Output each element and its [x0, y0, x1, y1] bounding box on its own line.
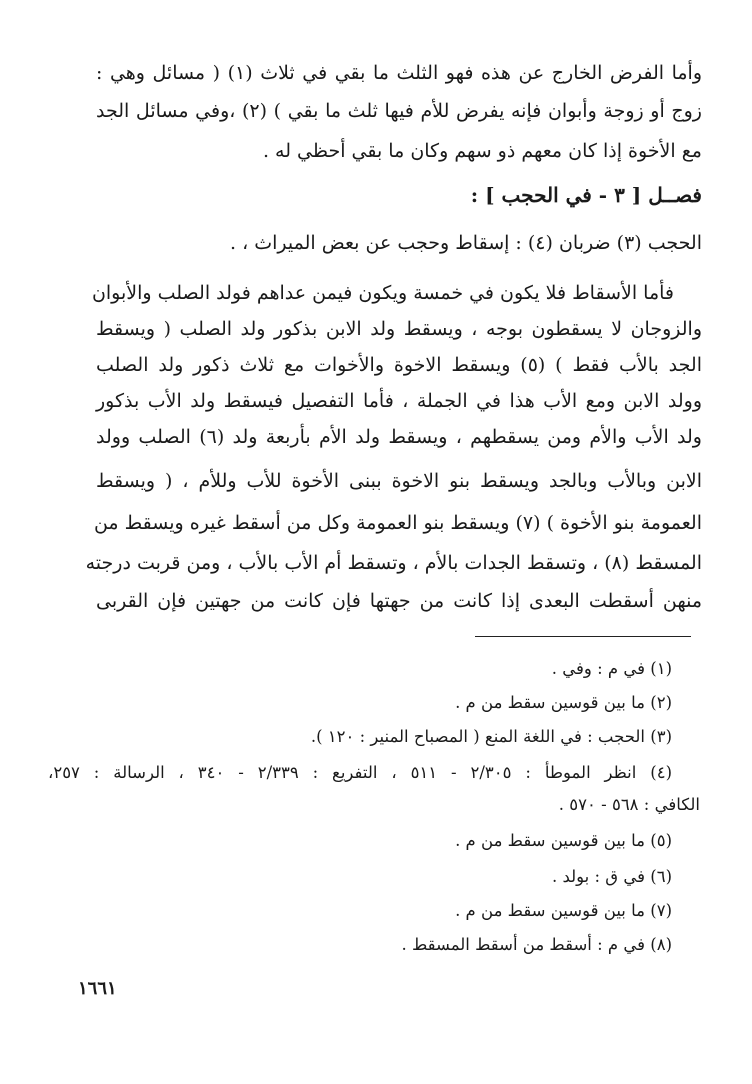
body-line-14: منهن أسقطت البعدى إذا كانت من جهتها فإن كانت من جهتين فإن القربى — [96, 590, 702, 612]
section-heading: فصــل [ ٣ - في الحجب ] : — [470, 183, 702, 207]
footnote-2: (٢) ما بين قوسين سقط من م . — [455, 693, 672, 712]
footnote-4-continuation: الكافي : ٥٦٨ - ٥٧٠ . — [558, 795, 700, 814]
body-line-13: المسقط (٨) ، وتسقط الجدات بالأم ، وتسقط أم الأب بالأب ، ومن قربت درجته — [85, 552, 702, 574]
footnote-8: (٨) في م : أسقط من أسقط المسقط . — [401, 935, 672, 954]
body-line-3: مع الأخوة إذا كان معهم ذو سهم وكان ما بقي أحظي له . — [262, 140, 702, 162]
footnote-4: (٤) انظر الموطأ : ٢/٣٠٥ - ٥١١ ، التفريع : ٢/٣٣٩ - ٣٤٠ ، الرسالة : ٢٥٧، — [48, 763, 672, 782]
footnote-7: (٧) ما بين قوسين سقط من م . — [455, 901, 672, 920]
body-line-2: زوج أو زوجة وأبوان فإنه يفرض للأم فيها ثلث ما بقي ) (٢) ،وفي مسائل الجد — [96, 100, 702, 122]
body-line-8: الجد بالأب فقط ) (٥) ويسقط الاخوة والأخوات مع ثلاث ذكور ولد الصلب — [96, 354, 702, 376]
body-line-1: وأما الفرض الخارج عن هذه فهو الثلث ما بقي في ثلاث (١) ( مسائل وهي : — [96, 62, 702, 84]
page-number: ١٦٦١ — [78, 978, 117, 999]
footnote-3: (٣) الحجب : في اللغة المنع ( المصباح المنير : ١٢٠ ). — [310, 727, 672, 746]
footnote-separator — [475, 636, 691, 637]
footnote-1: (١) في م : وفي . — [551, 659, 672, 678]
footnote-6: (٦) في ق : بولد . — [551, 867, 672, 886]
body-line-10: ولد الأب والأم ومن يسقطهم ، ويسقط ولد الأم بأربعة ولد (٦) الصلب وولد — [96, 426, 702, 448]
body-line-11: الابن وبالأب وبالجد ويسقط بنو الاخوة ببنى الأخوة للأب وللأم ، ( ويسقط — [96, 470, 702, 492]
body-line-5: الحجب (٣) ضربان (٤) : إسقاط وحجب عن بعض الميراث ، . — [230, 232, 702, 254]
body-line-6: فأما الأسقاط فلا يكون في خمسة ويكون فيمن عداهم فولد الصلب والأبوان — [91, 282, 674, 304]
body-line-7: والزوجان لا يسقطون بوجه ، ويسقط ولد الابن بذكور ولد الصلب ( ويسقط — [96, 318, 702, 340]
body-line-12: العمومة بنو الأخوة ) (٧) ويسقط بنو العمومة وكل من أسقط غيره ويسقط من — [93, 512, 702, 534]
body-line-9: وولد الابن ومع الأب هذا في الجملة ، فأما التفصيل فيسقط ولد الأب بذكور — [96, 390, 702, 412]
footnote-5: (٥) ما بين قوسين سقط من م . — [455, 831, 672, 850]
